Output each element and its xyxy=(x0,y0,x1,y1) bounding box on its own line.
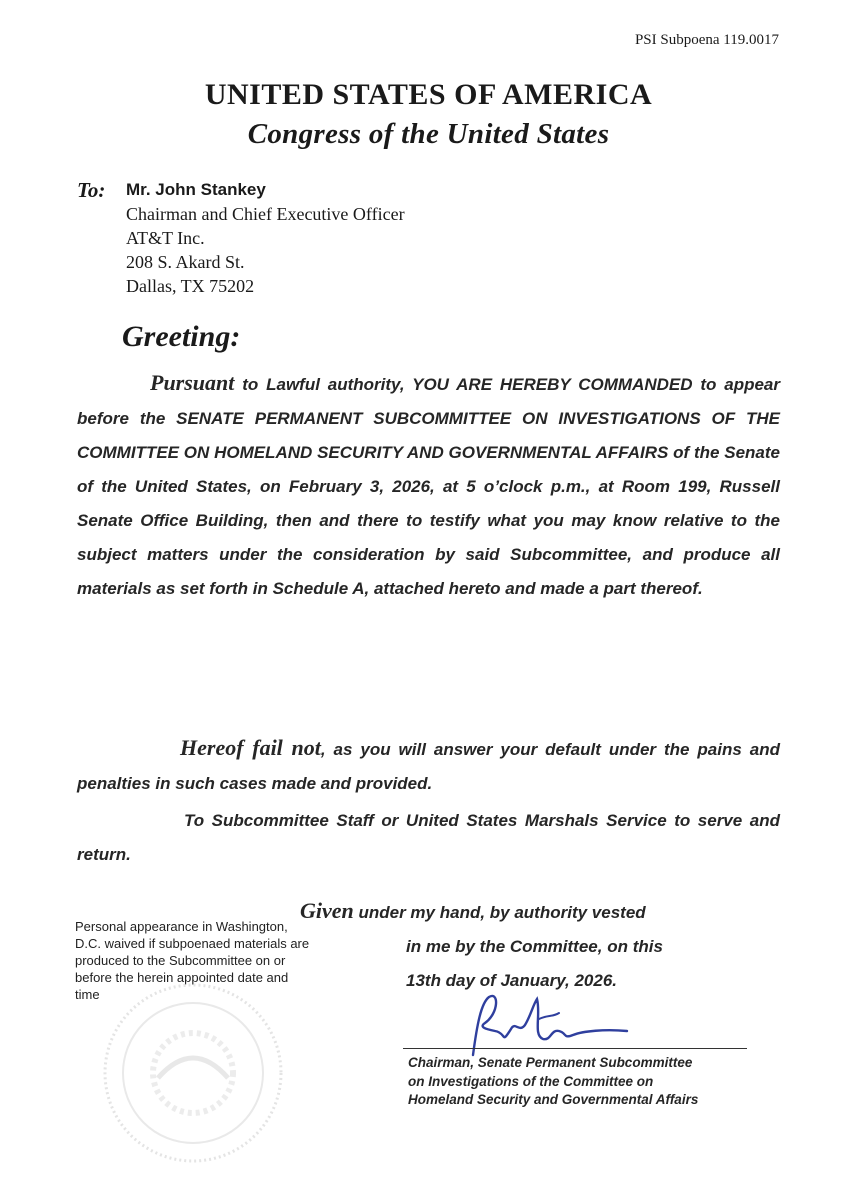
recipient-company: AT&T Inc. xyxy=(126,228,205,248)
command-text: to Lawful authority, YOU ARE HEREBY COMMANDED to appear before the SENATE PERMANENT SUBCOMMITTEE ON INVESTIGATIONS OF THE COMMITTEE ON HOMELAND SECURITY AND GOVERNMENTAL AFFAIRS of the Senate of the United States, on February 3, 2026, at 5 o’clock p.m., at Room 199, Russell Senate Office Building, then and there to testify what you may know relative to the subject matters under the consideration by said Subcommittee, and produce all materials as set forth in Schedule A, attached hereto and made a part thereof. xyxy=(77,375,780,598)
given-block xyxy=(300,894,740,998)
signer-title xyxy=(408,1054,788,1110)
command-paragraph xyxy=(77,366,780,606)
hereof-lead: Hereof fail not xyxy=(180,735,321,760)
pursuant-lead: Pursuant xyxy=(150,370,235,395)
greeting: Greeting: xyxy=(122,320,241,353)
recipient-title: Chairman and Chief Executive Officer xyxy=(126,204,405,224)
subpoena-reference: PSI Subpoena 119.0017 xyxy=(634,32,779,48)
embossed-seal-icon xyxy=(98,978,288,1168)
document-subheading: Congress of the United States xyxy=(247,118,610,150)
document-heading: UNITED STATES OF AMERICA xyxy=(204,78,653,111)
given-line1: under my hand, by authority vested xyxy=(353,903,646,922)
signature-icon xyxy=(455,985,635,1065)
signer-title-line1: Chairman, Senate Permanent Subcommittee xyxy=(408,1055,693,1070)
signature-line xyxy=(403,1048,747,1049)
appearance-waiver-note: Personal appearance in Washington, D.C. waived if subpoenaed materials are produced to the Subcommittee on or before the herein appointed date and time xyxy=(75,919,310,1002)
signer-title-line2: on Investigations of the Committee on xyxy=(408,1073,654,1089)
hereof-text: , as you will answer your default under the pains and penalties in such cases made and provided. xyxy=(77,740,780,793)
given-lead: Given xyxy=(300,898,354,923)
hereof-paragraph xyxy=(77,731,780,801)
serve-paragraph: To Subcommittee Staff or United States Marshals Service to serve and return. xyxy=(77,811,780,864)
recipient-city: Dallas, TX 75202 xyxy=(126,276,255,296)
recipient-street: 208 S. Akard St. xyxy=(126,252,245,272)
given-line2: in me by the Committee, on this xyxy=(406,937,663,956)
given-line3: 13th day of January, 2026. xyxy=(406,971,618,990)
signer-title-line3: Homeland Security and Governmental Affairs xyxy=(408,1092,699,1107)
recipient-name: Mr. John Stankey xyxy=(126,180,266,199)
to-label: To: xyxy=(77,178,106,202)
